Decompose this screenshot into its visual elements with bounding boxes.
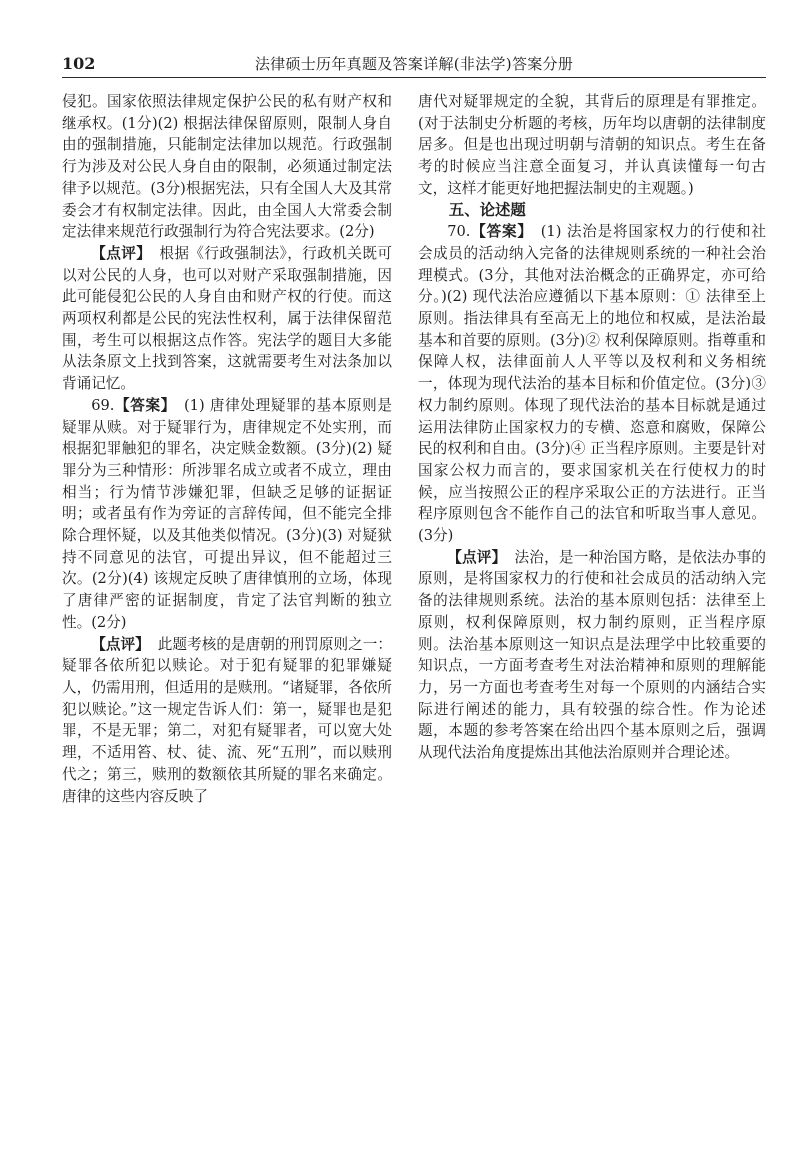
- paragraph-text: (1) 唐律处理疑罪的基本原则是疑罪从赎。对于疑罪行为，唐律规定不处实刑，而根据犯罪触犯的罪名，决定赎金数额。(3分)(2) 疑罪分为三种情形：所涉罪名成立或者不成立，理由相当；行为情节涉嫌犯罪，但缺乏足够的证据证明；或者虽有作为旁证的言辞传闻，但不能完全排除合理怀疑，以及其他类似情况。(3分)(3) 对疑狱持不同意见的法官，可提出异议，但不能超过三次。(2分)(4) 该规定反映了唐律慎刑的立场，体现了唐律严密的证据制度，肯定了法官判断的独立性。(2分): [62, 396, 392, 631]
- comment-label: 【点评】: [447, 548, 507, 566]
- page-number: 102: [62, 54, 96, 73]
- answer-label: 【答案】: [470, 223, 533, 241]
- continued-comment-paragraph: [418, 91, 766, 200]
- continued-answer-paragraph: [62, 91, 392, 243]
- question-number: 70.: [447, 223, 471, 241]
- answer-label: 【答案】: [114, 396, 176, 414]
- comment-paragraph: [62, 243, 392, 395]
- left-column: [62, 91, 392, 807]
- answer-paragraph: [62, 395, 392, 634]
- question-number: 69.: [91, 396, 115, 414]
- comment-paragraph: [62, 634, 392, 808]
- comment-label: 【点评】: [91, 635, 150, 653]
- paragraph-text: 法治，是一种治国方略，是依法办事的原则，是将国家权力的行使和社会成员的活动纳入完备的法律规则系统。法治的基本原则包括：法律至上原则，权利保障原则，权力制约原则，正当程序原则。法治基本原则这一知识点是法理学中比较重要的知识点，一方面考查考生对法治精神和原则的理解能力，另一方面也考查考生对每一个原则的内涵结合实际进行阐述的能力，具有较强的综合性。作为论述题，本题的参考答案在给出四个基本原则之后，强调从现代法治角度提炼出其他法治原则并合理论述。: [418, 548, 766, 762]
- page-header: [62, 52, 766, 76]
- paragraph-text: 根据《行政强制法》，行政机关既可以对公民的人身，也可以对财产采取强制措施，因此可能侵犯公民的人身自由和财产权的行使。而这两项权利都是公民的宪法性权利，属于法律保留范围，考生可以根据这点作答。宪法学的题目大多能从法条原文上找到答案，这就需要考生对法条加以背诵记忆。: [62, 244, 392, 393]
- comment-paragraph: [418, 547, 766, 764]
- paragraph-text: (1) 法治是将国家权力的行使和社会成员的活动纳入完备的法律规则系统的一种社会治理模式。(3分，其他对法治概念的正确界定，亦可给分。)(2) 现代法治应遵循以下基本原则：① 法律至上原则。指法律具有至高无上的地位和权威，是法治最基本和首要的原则。(3分)② 权利保障原则。指尊重和保障人权，法律面前人人平等以及权利和义务相统一，体现为现代法治的基本目标和价值定位。(3分)③ 权力制约原则。体现了现代法治的基本目标就是通过运用法律防止国家权力的专横、恣意和腐败，保障公民的权利和自由。(3分)④ 正当程序原则。主要是针对国家公权力而言的，要求国家机关在行使权力的时候，应当按照公正的程序采取公正的方法进行。正当程序原则包含不能作自己的法官和听取当事人意见。(3分): [418, 223, 766, 545]
- header-rule: [62, 77, 766, 78]
- right-column: [418, 91, 766, 764]
- comment-label: 【点评】: [91, 244, 152, 262]
- section-heading: 五、论述题: [448, 200, 526, 219]
- answer-paragraph: [418, 221, 766, 547]
- paragraph-text: 侵犯。国家依照法律规定保护公民的私有财产权和继承权。(1分)(2) 根据法律保留原则，限制人身自由的强制措施，只能制定法律加以规范。行政强制行为涉及对公民人身自由的限制，必须通过制定法律予以规范。(3分)根据宪法，只有全国人大及其常委会才有权制定法律。因此，由全国人大常委会制定法律来规范行政强制行为符合宪法要求。(2分): [62, 93, 392, 241]
- paragraph-text: 此题考核的是唐朝的刑罚原则之一：疑罪各依所犯以赎论。对于犯有疑罪的犯罪嫌疑人，仍需用刑，但适用的是赎刑。“诸疑罪，各依所犯以赎论。”这一规定告诉人们：第一，疑罪也是犯罪，不是无罪；第二，对犯有疑罪者，可以宽大处理，不适用笞、杖、徒、流、死“五刑”，而以赎刑代之；第三，赎刑的数额依其所疑的罪名来确定。唐律的这些内容反映了: [62, 635, 392, 805]
- running-title: 法律硕士历年真题及答案详解(非法学)答案分册: [254, 55, 574, 73]
- paragraph-text: 唐代对疑罪规定的全貌，其背后的原理是有罪推定。(对于法制史分析题的考核，历年均以唐朝的法律制度居多。但是也出现过明朝与清朝的知识点。考生在备考的时候应当注意全面复习，并认真读懂每一句古文，这样才能更好地把握法制史的主观题。): [418, 93, 766, 197]
